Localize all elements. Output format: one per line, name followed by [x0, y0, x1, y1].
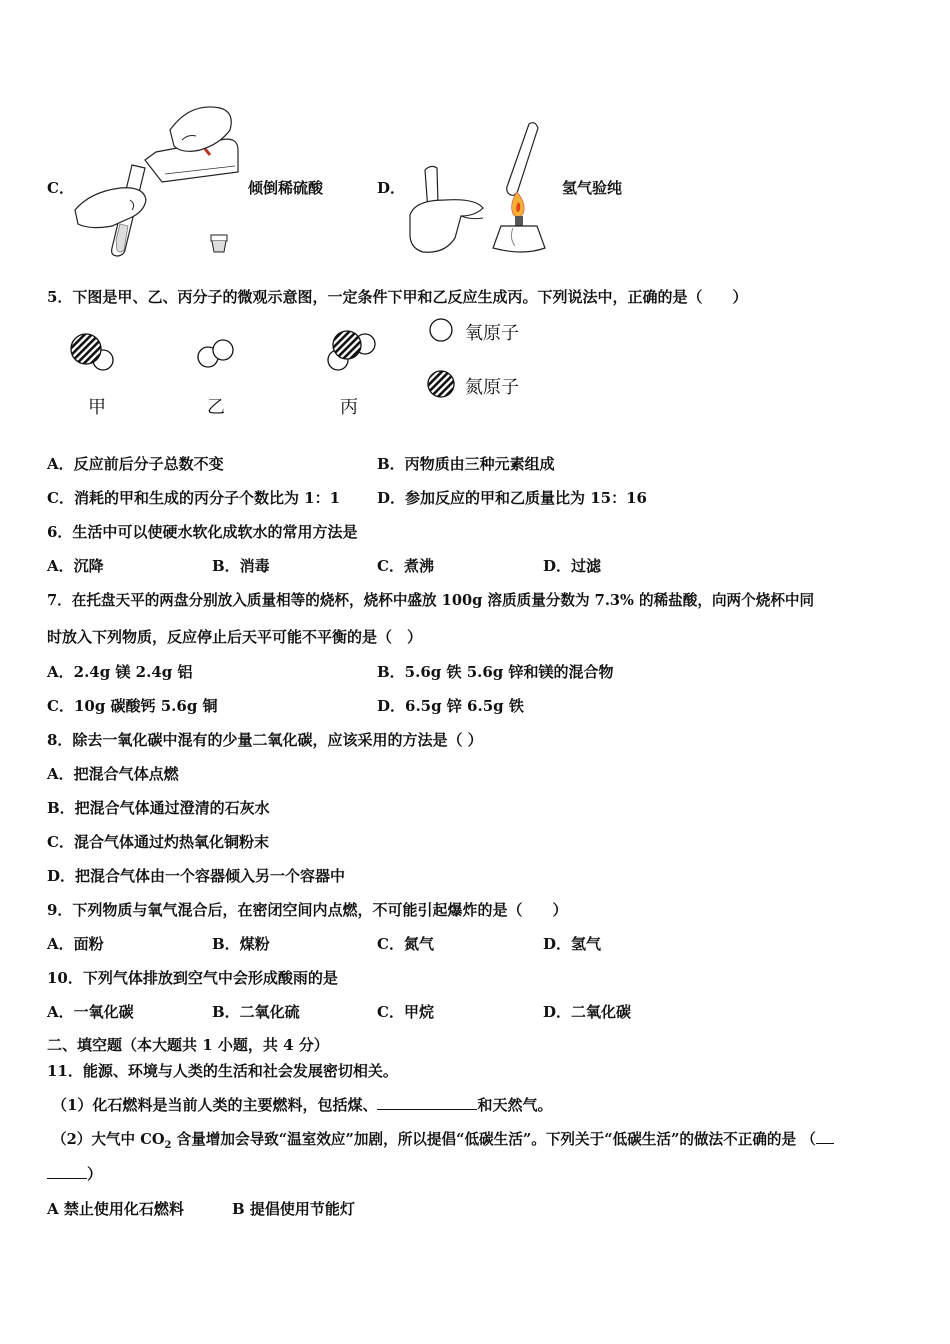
hand-with-tube-icon	[410, 166, 483, 252]
q5-option-c: C．消耗的甲和生成的丙分子个数比为 1：1	[47, 489, 341, 507]
molecule-label-jia: 甲	[88, 397, 106, 418]
q8-option-a: A．把混合气体点燃	[47, 765, 179, 783]
q4-option-d-caption: 氢气验纯	[562, 179, 623, 197]
q7-stem-line2: 时放入下列物质，反应停止后天平可能不平衡的是（ ）	[47, 628, 423, 646]
q4-option-d-label: D．	[377, 179, 406, 197]
q7-option-a: A．2.4g 镁 2.4g 铝	[47, 663, 193, 681]
q9-option-a: A．面粉	[47, 935, 104, 953]
q11-part1-text-before: （1）化石燃料是当前人类的主要燃料，包括煤、	[52, 1096, 378, 1114]
q8-option-b: B．把混合气体通过澄清的石灰水	[47, 799, 270, 817]
q11-part2-answer-line	[47, 1163, 102, 1184]
q11-part2-close-paren: ）	[87, 1165, 103, 1183]
hydrogen-purity-test-illustration	[405, 120, 555, 260]
q11-part2-blank-start[interactable]	[816, 1129, 834, 1144]
q10-option-d: D．二氧化碳	[543, 1003, 632, 1021]
molecule-yi-icon	[198, 340, 233, 367]
q11-part1	[52, 1094, 552, 1115]
q6-option-d: D．过滤	[543, 557, 602, 575]
q10-option-c: C．甲烷	[377, 1003, 434, 1021]
q8-option-d: D．把混合气体由一个容器倾入另一个容器中	[47, 867, 346, 885]
q5-option-d: D．参加反应的甲和乙质量比为 15：16	[377, 489, 647, 507]
q11-part1-text-after: 和天然气。	[477, 1096, 553, 1114]
q10-stem: 10．下列气体排放到空气中会形成酸雨的是	[47, 969, 338, 987]
q6-option-c: C．煮沸	[377, 557, 434, 575]
q5-option-b: B．丙物质由三种元素组成	[377, 455, 555, 473]
q7-option-c: C．10g 碳酸钙 5.6g 铜	[47, 697, 218, 715]
q11-option-b: B 提倡使用节能灯	[232, 1200, 355, 1218]
q10-option-a: A．一氧化碳	[47, 1003, 134, 1021]
legend-atoms	[425, 316, 461, 402]
pour-acid-illustration	[70, 100, 245, 260]
molecule-jia-icon	[71, 334, 113, 370]
q11-part2	[52, 1128, 834, 1151]
legend-oxygen-label: 氧原子	[465, 323, 519, 344]
stopper-icon	[211, 235, 227, 252]
q6-option-a: A．沉降	[47, 557, 104, 575]
oxygen-atom-icon	[430, 319, 452, 341]
legend-nitrogen-label: 氮原子	[465, 377, 519, 398]
q11-option-a: A 禁止使用化石燃料	[47, 1200, 184, 1218]
q9-option-b: B．煤粉	[212, 935, 270, 953]
q11-part2-text-after: 含量增加会导致“温室效应”加剧，所以提倡“低碳生活”。下列关于“低碳生活”的做法不正确的是 （	[171, 1131, 816, 1148]
molecule-bing-icon	[328, 331, 375, 370]
q4-option-c-label: C．	[47, 179, 74, 197]
q5-option-a: A．反应前后分子总数不变	[47, 455, 224, 473]
q6-option-b: B．消毒	[212, 557, 270, 575]
q9-option-c: C．氮气	[377, 935, 434, 953]
q11-part2-subscript: 2	[164, 1139, 172, 1151]
q10-option-b: B．二氧化硫	[212, 1003, 300, 1021]
q7-option-d: D．6.5g 锌 6.5g 铁	[377, 697, 524, 715]
q6-stem: 6．生活中可以使硬水软化成软水的常用方法是	[47, 523, 358, 541]
molecule-label-yi: 乙	[207, 397, 225, 418]
q9-stem: 9．下列物质与氧气混合后，在密闭空间内点燃，不可能引起爆炸的是（ ）	[47, 901, 568, 919]
q11-part1-blank[interactable]	[377, 1095, 477, 1110]
alcohol-lamp-icon	[493, 192, 545, 252]
q11-stem: 11．能源、环境与人类的生活和社会发展密切相关。	[47, 1062, 398, 1080]
q7-stem-line1: 7．在托盘天平的两盘分别放入质量相等的烧杯，烧杯中盛放 100g 溶质质量分数为 7.3% 的稀盐酸，向两个烧杯中同	[47, 592, 815, 609]
q7-option-b: B．5.6g 铁 5.6g 锌和镁的混合物	[377, 663, 614, 681]
q4-option-c-caption: 倾倒稀硫酸	[248, 179, 324, 197]
q9-option-d: D．氢气	[543, 935, 602, 953]
q11-part2-blank-end[interactable]	[47, 1164, 87, 1179]
q8-option-c: C．混合气体通过灼热氧化铜粉末	[47, 833, 269, 851]
molecule-label-bing: 丙	[340, 397, 358, 418]
section-title: 二、填空题（本大题共 1 小题，共 4 分）	[47, 1036, 329, 1054]
q5-stem: 5．下图是甲、乙、丙分子的微观示意图，一定条件下甲和乙反应生成丙。下列说法中，正确的是（ ）	[47, 288, 748, 306]
q11-part2-text-before: （2）大气中 CO	[52, 1131, 165, 1148]
q8-stem: 8．除去一氧化碳中混有的少量二氧化碳，应该采用的方法是（ ）	[47, 731, 483, 749]
nitrogen-atom-icon	[428, 371, 454, 397]
